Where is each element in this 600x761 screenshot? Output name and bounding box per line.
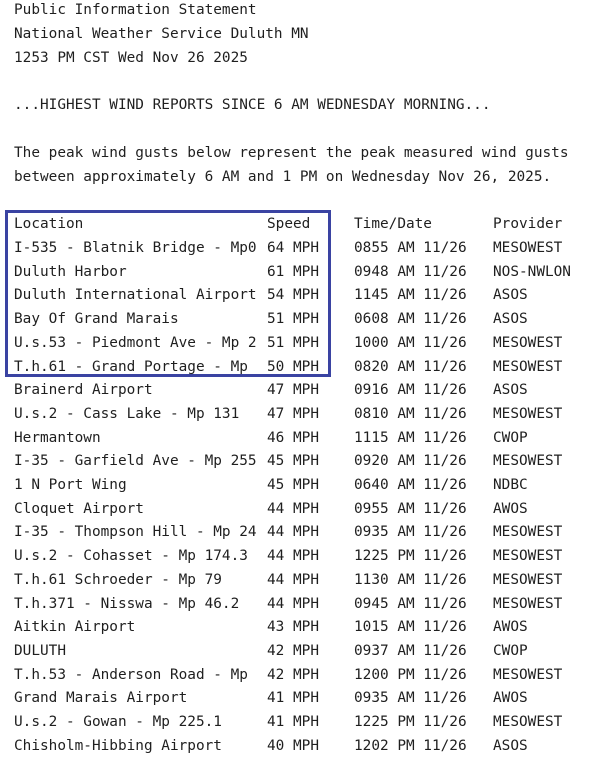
intro-line-2: between approximately 6 AM and 1 PM on Wednesday Nov 26, 2025. xyxy=(14,169,552,185)
cell-speed: 40 MPH xyxy=(267,738,319,754)
cell-time-date: 1115 AM 11/26 xyxy=(354,430,467,446)
column-header-time-date: Time/Date xyxy=(354,216,432,232)
cell-time-date: 1200 PM 11/26 xyxy=(354,667,467,683)
cell-location: Aitkin Airport xyxy=(14,619,136,635)
cell-time-date: 1202 PM 11/26 xyxy=(354,738,467,754)
cell-time-date: 0608 AM 11/26 xyxy=(354,311,467,327)
cell-time-date: 0920 AM 11/26 xyxy=(354,453,467,469)
cell-speed: 43 MPH xyxy=(267,619,319,635)
cell-time-date: 0945 AM 11/26 xyxy=(354,596,467,612)
cell-provider: MESOWEST xyxy=(493,406,563,422)
cell-speed: 44 MPH xyxy=(267,572,319,588)
cell-speed: 45 MPH xyxy=(267,453,319,469)
cell-location: U.s.2 - Gowan - Mp 225.1 xyxy=(14,714,222,730)
cell-speed: 51 MPH xyxy=(267,335,319,351)
cell-location: 1 N Port Wing xyxy=(14,477,127,493)
cell-location: I-35 - Garfield Ave - Mp 255 xyxy=(14,453,257,469)
cell-location: T.h.371 - Nisswa - Mp 46.2 xyxy=(14,596,240,612)
cell-location: T.h.53 - Anderson Road - Mp xyxy=(14,667,248,683)
cell-provider: CWOP xyxy=(493,430,528,446)
cell-speed: 42 MPH xyxy=(267,643,319,659)
table-row xyxy=(14,428,600,448)
cell-time-date: 1015 AM 11/26 xyxy=(354,619,467,635)
table-row xyxy=(14,712,600,732)
table-row xyxy=(14,451,600,471)
table-row xyxy=(14,404,600,424)
cell-provider: MESOWEST xyxy=(493,240,563,256)
cell-location: Brainerd Airport xyxy=(14,382,153,398)
highlight-box xyxy=(5,210,331,377)
cell-location: I-535 - Blatnik Bridge - Mp0 xyxy=(14,240,257,256)
table-row xyxy=(14,617,600,637)
cell-time-date: 1000 AM 11/26 xyxy=(354,335,467,351)
cell-provider: MESOWEST xyxy=(493,667,563,683)
cell-location: Chisholm-Hibbing Airport xyxy=(14,738,222,754)
cell-time-date: 1130 AM 11/26 xyxy=(354,572,467,588)
headline: ...HIGHEST WIND REPORTS SINCE 6 AM WEDNESDAY MORNING... xyxy=(14,97,491,113)
cell-location: Duluth Harbor xyxy=(14,264,127,280)
cell-provider: NOS-NWLON xyxy=(493,264,571,280)
cell-time-date: 1145 AM 11/26 xyxy=(354,287,467,303)
cell-location: Duluth International Airport xyxy=(14,287,257,303)
cell-provider: MESOWEST xyxy=(493,524,563,540)
cell-provider: ASOS xyxy=(493,311,528,327)
table-row xyxy=(14,522,600,542)
cell-speed: 41 MPH xyxy=(267,690,319,706)
cell-time-date: 0937 AM 11/26 xyxy=(354,643,467,659)
cell-provider: AWOS xyxy=(493,501,528,517)
table-row xyxy=(14,499,600,519)
office-name: National Weather Service Duluth MN xyxy=(14,26,309,42)
cell-time-date: 0855 AM 11/26 xyxy=(354,240,467,256)
table-row xyxy=(14,475,600,495)
issued-time: 1253 PM CST Wed Nov 26 2025 xyxy=(14,50,248,66)
cell-location: T.h.61 - Grand Portage - Mp xyxy=(14,359,248,375)
cell-provider: MESOWEST xyxy=(493,548,563,564)
cell-speed: 41 MPH xyxy=(267,714,319,730)
cell-time-date: 0820 AM 11/26 xyxy=(354,359,467,375)
cell-time-date: 1225 PM 11/26 xyxy=(354,714,467,730)
column-header-location: Location xyxy=(14,216,84,232)
cell-provider: MESOWEST xyxy=(493,572,563,588)
cell-provider: AWOS xyxy=(493,619,528,635)
cell-speed: 50 MPH xyxy=(267,359,319,375)
cell-time-date: 0810 AM 11/26 xyxy=(354,406,467,422)
table-row xyxy=(14,736,600,756)
cell-speed: 51 MPH xyxy=(267,311,319,327)
table-row xyxy=(14,641,600,661)
table-row xyxy=(14,665,600,685)
cell-speed: 44 MPH xyxy=(267,524,319,540)
table-row xyxy=(14,380,600,400)
cell-provider: ASOS xyxy=(493,738,528,754)
cell-speed: 42 MPH xyxy=(267,667,319,683)
cell-provider: ASOS xyxy=(493,287,528,303)
cell-time-date: 1225 PM 11/26 xyxy=(354,548,467,564)
cell-location: U.s.53 - Piedmont Ave - Mp 2 xyxy=(14,335,257,351)
cell-provider: MESOWEST xyxy=(493,335,563,351)
cell-provider: CWOP xyxy=(493,643,528,659)
cell-time-date: 0916 AM 11/26 xyxy=(354,382,467,398)
cell-location: U.s.2 - Cohasset - Mp 174.3 xyxy=(14,548,248,564)
cell-location: I-35 - Thompson Hill - Mp 24 xyxy=(14,524,257,540)
cell-speed: 61 MPH xyxy=(267,264,319,280)
cell-time-date: 0935 AM 11/26 xyxy=(354,690,467,706)
cell-speed: 44 MPH xyxy=(267,501,319,517)
cell-location: Cloquet Airport xyxy=(14,501,144,517)
cell-provider: MESOWEST xyxy=(493,596,563,612)
cell-location: U.s.2 - Cass Lake - Mp 131 xyxy=(14,406,240,422)
cell-location: DULUTH xyxy=(14,643,66,659)
cell-location: Hermantown xyxy=(14,430,101,446)
column-header-provider: Provider xyxy=(493,216,563,232)
cell-time-date: 0640 AM 11/26 xyxy=(354,477,467,493)
cell-speed: 44 MPH xyxy=(267,596,319,612)
table-row xyxy=(14,594,600,614)
table-row xyxy=(14,688,600,708)
column-header-speed: Speed xyxy=(267,216,311,232)
cell-time-date: 0955 AM 11/26 xyxy=(354,501,467,517)
cell-provider: MESOWEST xyxy=(493,453,563,469)
cell-provider: MESOWEST xyxy=(493,714,563,730)
cell-speed: 46 MPH xyxy=(267,430,319,446)
table-row xyxy=(14,570,600,590)
intro-line-1: The peak wind gusts below represent the peak measured wind gusts xyxy=(14,145,569,161)
cell-provider: AWOS xyxy=(493,690,528,706)
cell-time-date: 0935 AM 11/26 xyxy=(354,524,467,540)
cell-provider: ASOS xyxy=(493,382,528,398)
cell-location: T.h.61 Schroeder - Mp 79 xyxy=(14,572,222,588)
cell-location: Grand Marais Airport xyxy=(14,690,188,706)
statement-title: Public Information Statement xyxy=(14,2,257,18)
cell-speed: 45 MPH xyxy=(267,477,319,493)
cell-speed: 64 MPH xyxy=(267,240,319,256)
table-row xyxy=(14,546,600,566)
cell-time-date: 0948 AM 11/26 xyxy=(354,264,467,280)
cell-provider: MESOWEST xyxy=(493,359,563,375)
cell-speed: 44 MPH xyxy=(267,548,319,564)
cell-location: Bay Of Grand Marais xyxy=(14,311,179,327)
cell-speed: 47 MPH xyxy=(267,382,319,398)
cell-speed: 54 MPH xyxy=(267,287,319,303)
cell-provider: NDBC xyxy=(493,477,528,493)
cell-speed: 47 MPH xyxy=(267,406,319,422)
